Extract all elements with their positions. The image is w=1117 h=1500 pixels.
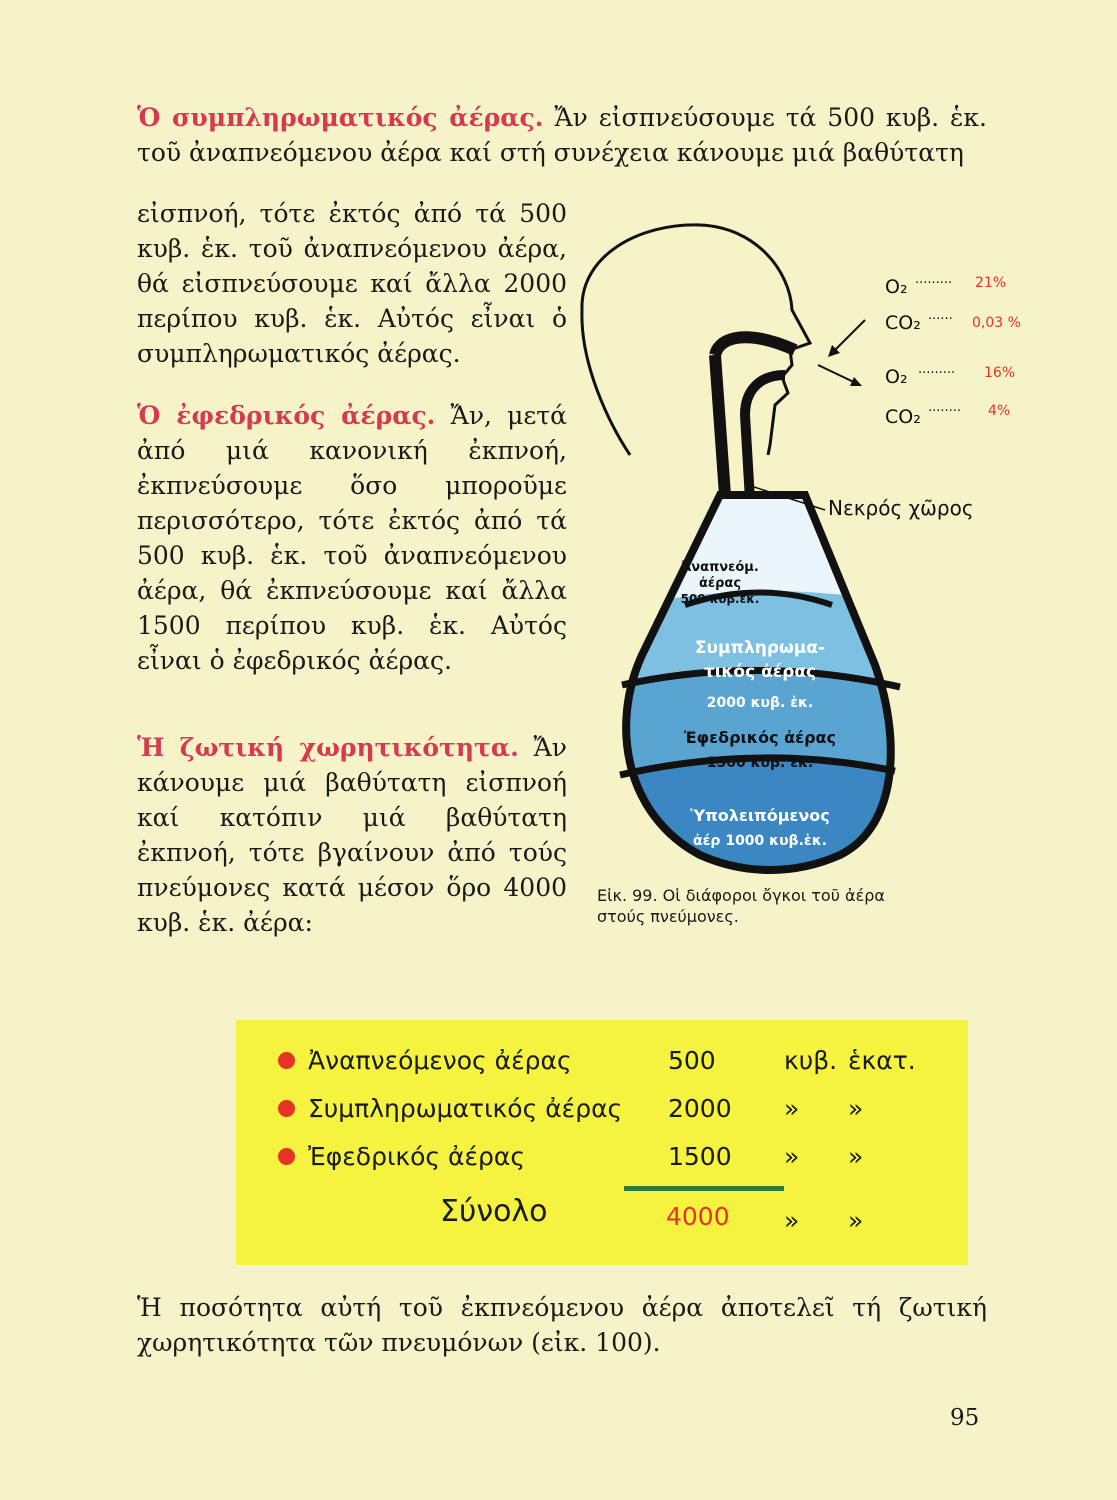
svg-text:·········: ········· bbox=[918, 366, 956, 381]
bullet-icon bbox=[278, 1148, 295, 1165]
paragraph-text: Ἄν εἰσπνεύσουμε τά 500 κυβ. ἑκ. τοῦ ἀναπνεόμενου ἀέρα καί στή συνέχεια κάνουμε μιά βαθύτατη bbox=[137, 103, 987, 167]
layer2-label: Συμπληρωμα- bbox=[694, 638, 826, 658]
layer3-label: Ἐφεδρικός ἀέρας bbox=[683, 728, 837, 747]
heading-vital-capacity: Ἡ ζωτική χωρητικότητα. bbox=[137, 733, 519, 762]
total-divider bbox=[624, 1186, 784, 1191]
layer2-label: τικός ἀέρας bbox=[703, 662, 817, 682]
row-value: 500 bbox=[668, 1046, 716, 1075]
layer3-value: 1500 κυβ. ἑκ. bbox=[706, 755, 814, 771]
exhaled-o2-value: 16% bbox=[984, 365, 1016, 381]
row-value: 2000 bbox=[668, 1094, 732, 1123]
layer4-label: Ὑπολειπόμενος bbox=[690, 806, 830, 825]
layer1-label: ἀέρας bbox=[698, 576, 742, 591]
paragraph-reserve-air bbox=[137, 398, 567, 678]
paragraph-text: Ἄν κάνουμε μιά βαθύτατη εἰσπνοή καί κατόπιν μιά βαθύτατη ἐκπνοή, τότε βγαίνουν ἀπό τούς πνεύμονες κατά μέσον ὅρο 4000 κυβ. ἑκ. ἀέρα: bbox=[137, 733, 567, 937]
row-unit: ἑκατ. bbox=[848, 1046, 916, 1075]
inhaled-o2-value: 21% bbox=[975, 275, 1007, 291]
inhaled-co2-label: CO₂ bbox=[885, 312, 921, 334]
row-unit: » bbox=[784, 1142, 800, 1171]
svg-text:·········: ········· bbox=[915, 276, 953, 291]
row-unit: κυβ. bbox=[784, 1046, 838, 1075]
paragraph-complementary-air bbox=[137, 100, 987, 170]
total-row bbox=[236, 1202, 968, 1242]
bullet-icon bbox=[278, 1100, 295, 1117]
heading-reserve-air: Ὁ ἐφεδρικός ἀέρας. bbox=[137, 401, 436, 430]
layer1-value: 500 κυβ.ἑκ. bbox=[680, 592, 760, 606]
inhaled-co2-value: 0,03 % bbox=[972, 315, 1021, 331]
airway-icon bbox=[715, 337, 795, 355]
row-unit: » bbox=[784, 1206, 800, 1235]
layer4-value: ἀέρ 1000 κυβ.ἑκ. bbox=[693, 833, 827, 849]
row-value: 1500 bbox=[668, 1142, 732, 1171]
bullet-icon bbox=[278, 1052, 295, 1069]
row-unit: » bbox=[848, 1094, 864, 1123]
row-label: Ἀναπνεόμενος ἀέρας bbox=[308, 1046, 572, 1075]
layer2-value: 2000 κυβ. ἑκ. bbox=[706, 695, 814, 711]
svg-text:······: ······ bbox=[928, 312, 953, 327]
paragraph-vital-capacity bbox=[137, 730, 567, 940]
total-value: 4000 bbox=[666, 1202, 730, 1231]
row-unit: » bbox=[848, 1142, 864, 1171]
row-label: Συμπληρωματικός ἀέρας bbox=[308, 1094, 623, 1123]
table-row bbox=[236, 1138, 968, 1178]
total-label: Σύνολο bbox=[440, 1194, 548, 1229]
row-unit: » bbox=[784, 1094, 800, 1123]
svg-text:········: ········ bbox=[928, 404, 962, 419]
paragraph-text: Ἄν, μετά ἀπό μιά κανονική ἐκπνοή, ἐκπνεύσουμε ὅσο μποροῦμε περισσότερο, τότε ἐκτός ἀπό τά 500 κυβ. ἑκ. τοῦ ἀναπνεόμενου ἀέρα, θά ἐκπνεύσουμε καί ἄλλα 1500 περίπου κυβ. ἑκ. Αὐτός εἶναι ὁ ἐφεδρικός ἀέρας. bbox=[137, 401, 567, 675]
paragraph-conclusion: Ἡ ποσότητα αὐτή τοῦ ἐκπνεόμενου ἀέρα ἀποτελεῖ τή ζωτική χωρητικότητα τῶν πνευμόνων (εἰκ. 100). bbox=[137, 1293, 987, 1357]
heading-complementary-air: Ὁ συμπληρωματικός ἀέρας. bbox=[137, 103, 544, 132]
figure-caption: Εἰκ. 99. Οἱ διάφοροι ὄγκοι τοῦ ἀέρα στούς πνεύμονες. bbox=[597, 886, 885, 926]
paragraph-complementary-air-continued: εἰσπνοή, τότε ἐκτός ἀπό τά 500 κυβ. ἑκ. τοῦ ἀναπνεόμενου ἀέρα, θά εἰσπνεύσουμε καί ἄλλα 2000 περίπου κυβ. ἑκ. Αὐτός εἶναι ὁ συμπληρωματικός ἀέρας. bbox=[137, 199, 567, 368]
table-row bbox=[236, 1090, 968, 1130]
exhaled-o2-label: O₂ bbox=[885, 366, 908, 388]
layer1-label: Ἀναπνεόμ. bbox=[681, 560, 759, 575]
row-unit: » bbox=[848, 1206, 864, 1235]
summary-table bbox=[236, 1020, 968, 1265]
lung-volume-figure bbox=[570, 215, 1021, 875]
page-number: 95 bbox=[950, 1405, 980, 1431]
dead-space-label: Νεκρός χῶρος bbox=[828, 496, 974, 520]
row-label: Ἐφεδρικός ἀέρας bbox=[308, 1142, 526, 1171]
exhaled-co2-value: 4% bbox=[988, 403, 1011, 419]
table-row bbox=[236, 1042, 968, 1082]
inhaled-o2-label: O₂ bbox=[885, 276, 908, 298]
exhaled-co2-label: CO₂ bbox=[885, 406, 921, 428]
